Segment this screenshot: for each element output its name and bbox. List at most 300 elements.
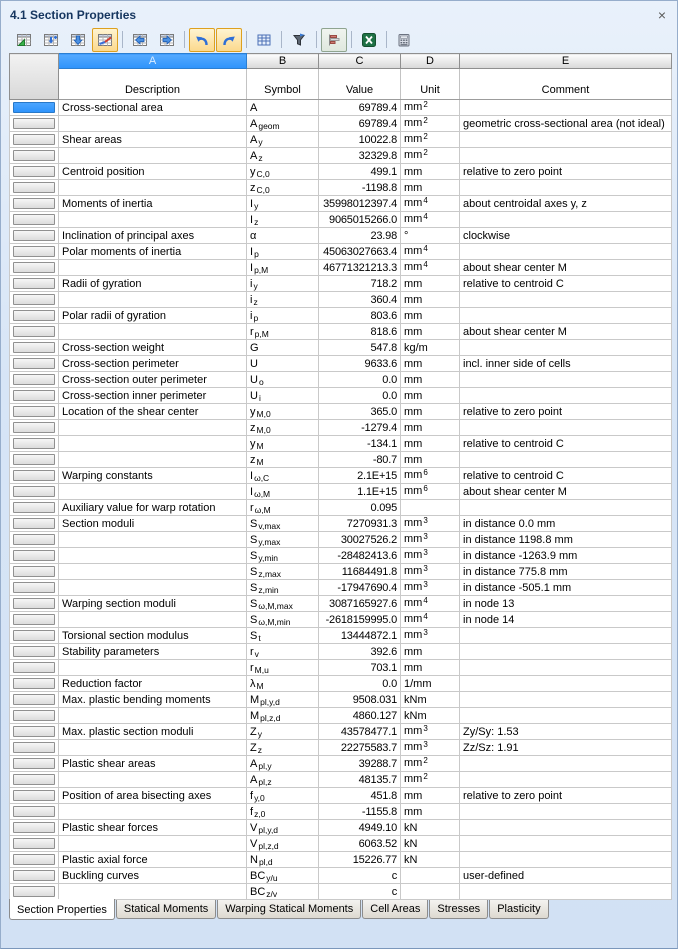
value-cell[interactable]: 7270931.3 [319, 516, 401, 532]
row-selector-button[interactable] [13, 310, 55, 321]
value-cell[interactable]: 15226.77 [319, 852, 401, 868]
row-selector-button[interactable] [13, 326, 55, 337]
column-header-b[interactable]: B [247, 54, 319, 69]
unit-cell[interactable] [401, 532, 460, 548]
row-selector-button[interactable] [13, 230, 55, 241]
comment-cell[interactable] [460, 500, 672, 516]
symbol-cell[interactable] [247, 308, 319, 324]
description-cell[interactable] [59, 436, 247, 452]
column-label-comment[interactable]: Comment [460, 69, 672, 100]
comment-cell[interactable]: in distance 0.0 mm [460, 516, 672, 532]
close-icon[interactable]: × [657, 7, 666, 23]
value-cell[interactable]: 0.0 [319, 372, 401, 388]
row-selector-button[interactable] [13, 550, 55, 561]
symbol-cell[interactable] [247, 852, 319, 868]
value-cell[interactable]: 365.0 [319, 404, 401, 420]
unit-cell[interactable] [401, 564, 460, 580]
row-selector-button[interactable] [13, 358, 55, 369]
comment-cell[interactable]: user-defined [460, 868, 672, 884]
unit-cell[interactable] [401, 644, 460, 660]
comment-cell[interactable] [460, 804, 672, 820]
calculator-button[interactable] [391, 28, 417, 52]
description-cell[interactable]: Plastic shear areas [59, 756, 247, 772]
unit-cell[interactable] [401, 740, 460, 756]
row-selector-button[interactable] [13, 758, 55, 769]
unit-cell[interactable] [401, 804, 460, 820]
row-selector-button[interactable] [13, 342, 55, 353]
symbol-cell[interactable] [247, 628, 319, 644]
value-cell[interactable]: -1279.4 [319, 420, 401, 436]
unit-cell[interactable] [401, 756, 460, 772]
value-cell[interactable]: 48135.7 [319, 772, 401, 788]
symbol-cell[interactable] [247, 324, 319, 340]
description-cell[interactable]: Cross-sectional area [59, 100, 247, 116]
unit-cell[interactable] [401, 612, 460, 628]
comment-cell[interactable] [460, 692, 672, 708]
symbol-cell[interactable] [247, 260, 319, 276]
row-selector-button[interactable] [13, 726, 55, 737]
symbol-cell[interactable] [247, 340, 319, 356]
unit-cell[interactable] [401, 788, 460, 804]
description-cell[interactable] [59, 180, 247, 196]
comment-cell[interactable] [460, 180, 672, 196]
row-selector-button[interactable] [13, 102, 55, 113]
value-cell[interactable]: 9065015266.0 [319, 212, 401, 228]
column-label-value[interactable]: Value [319, 69, 401, 100]
row-selector-button[interactable] [13, 518, 55, 529]
description-cell[interactable] [59, 484, 247, 500]
comment-cell[interactable] [460, 660, 672, 676]
value-cell[interactable]: -17947690.4 [319, 580, 401, 596]
description-cell[interactable] [59, 452, 247, 468]
row-selector-button[interactable] [13, 182, 55, 193]
comment-cell[interactable] [460, 628, 672, 644]
row-selector-button[interactable] [13, 774, 55, 785]
description-cell[interactable] [59, 612, 247, 628]
comment-cell[interactable] [460, 132, 672, 148]
comment-cell[interactable]: geometric cross-sectional area (not ideal) [460, 116, 672, 132]
comment-cell[interactable] [460, 676, 672, 692]
symbol-cell[interactable] [247, 724, 319, 740]
row-selector-button[interactable] [13, 214, 55, 225]
column-header-e[interactable]: E [460, 54, 672, 69]
unit-cell[interactable] [401, 148, 460, 164]
symbol-cell[interactable] [247, 564, 319, 580]
row-selector-button[interactable] [13, 262, 55, 273]
row-selector-button[interactable] [13, 790, 55, 801]
row-selector-button[interactable] [13, 406, 55, 417]
symbol-cell[interactable] [247, 644, 319, 660]
description-cell[interactable]: Inclination of principal axes [59, 228, 247, 244]
comment-cell[interactable] [460, 836, 672, 852]
unit-cell[interactable] [401, 500, 460, 516]
row-selector-button[interactable] [13, 438, 55, 449]
description-cell[interactable] [59, 324, 247, 340]
symbol-cell[interactable] [247, 788, 319, 804]
symbol-cell[interactable] [247, 484, 319, 500]
value-cell[interactable]: 0.0 [319, 388, 401, 404]
row-selector-button[interactable] [13, 198, 55, 209]
description-cell[interactable]: Max. plastic section moduli [59, 724, 247, 740]
symbol-cell[interactable] [247, 468, 319, 484]
row-selector-button[interactable] [13, 630, 55, 641]
value-cell[interactable]: 22275583.7 [319, 740, 401, 756]
row-selector-button[interactable] [13, 566, 55, 577]
row-selector-button[interactable] [13, 694, 55, 705]
symbol-cell[interactable] [247, 212, 319, 228]
value-cell[interactable]: 11684491.8 [319, 564, 401, 580]
value-cell[interactable]: 46771321213.3 [319, 260, 401, 276]
value-cell[interactable]: 547.8 [319, 340, 401, 356]
symbol-cell[interactable] [247, 356, 319, 372]
symbol-cell[interactable] [247, 580, 319, 596]
goto-table-button[interactable] [65, 28, 91, 52]
value-cell[interactable]: 35998012397.4 [319, 196, 401, 212]
comment-cell[interactable]: relative to zero point [460, 788, 672, 804]
row-selector-button[interactable] [13, 742, 55, 753]
symbol-cell[interactable] [247, 676, 319, 692]
comment-cell[interactable]: relative to centroid C [460, 436, 672, 452]
value-cell[interactable]: 0.0 [319, 676, 401, 692]
symbol-cell[interactable] [247, 100, 319, 116]
unit-cell[interactable] [401, 580, 460, 596]
next-table-button[interactable] [154, 28, 180, 52]
value-cell[interactable]: 703.1 [319, 660, 401, 676]
comment-cell[interactable] [460, 340, 672, 356]
column-header-c[interactable]: C [319, 54, 401, 69]
row-selector-button[interactable] [13, 806, 55, 817]
comment-cell[interactable] [460, 820, 672, 836]
unit-cell[interactable] [401, 468, 460, 484]
value-cell[interactable]: -2618159995.0 [319, 612, 401, 628]
value-cell[interactable]: 9508.031 [319, 692, 401, 708]
value-cell[interactable]: 13444872.1 [319, 628, 401, 644]
redo-button[interactable] [216, 28, 242, 52]
symbol-cell[interactable] [247, 292, 319, 308]
row-selector-button[interactable] [13, 822, 55, 833]
unit-cell[interactable] [401, 372, 460, 388]
row-selector-button[interactable] [13, 886, 55, 897]
value-cell[interactable]: 1.1E+15 [319, 484, 401, 500]
row-selector-button[interactable] [13, 870, 55, 881]
symbol-cell[interactable] [247, 196, 319, 212]
value-cell[interactable]: 6063.52 [319, 836, 401, 852]
description-cell[interactable]: Plastic axial force [59, 852, 247, 868]
tab-section-properties[interactable]: Section Properties [9, 899, 115, 920]
description-cell[interactable]: Max. plastic bending moments [59, 692, 247, 708]
description-cell[interactable]: Polar radii of gyration [59, 308, 247, 324]
unit-cell[interactable] [401, 212, 460, 228]
value-cell[interactable]: -80.7 [319, 452, 401, 468]
symbol-cell[interactable] [247, 692, 319, 708]
description-cell[interactable] [59, 532, 247, 548]
comment-cell[interactable]: in distance -505.1 mm [460, 580, 672, 596]
comment-cell[interactable] [460, 100, 672, 116]
comment-cell[interactable]: Zz/Sz: 1.91 [460, 740, 672, 756]
symbol-cell[interactable] [247, 500, 319, 516]
comment-cell[interactable] [460, 708, 672, 724]
value-cell[interactable]: c [319, 868, 401, 884]
column-header-a[interactable]: A [59, 54, 247, 69]
value-cell[interactable]: -134.1 [319, 436, 401, 452]
comment-cell[interactable] [460, 772, 672, 788]
comment-cell[interactable]: in distance -1263.9 mm [460, 548, 672, 564]
unit-cell[interactable] [401, 484, 460, 500]
unit-cell[interactable] [401, 452, 460, 468]
description-cell[interactable]: Stability parameters [59, 644, 247, 660]
description-cell[interactable] [59, 580, 247, 596]
row-selector-button[interactable] [13, 118, 55, 129]
unit-cell[interactable] [401, 324, 460, 340]
undo-button[interactable] [189, 28, 215, 52]
symbol-cell[interactable] [247, 532, 319, 548]
row-selector-button[interactable] [13, 486, 55, 497]
value-cell[interactable]: 39288.7 [319, 756, 401, 772]
row-selector-button[interactable] [13, 278, 55, 289]
description-cell[interactable] [59, 260, 247, 276]
description-cell[interactable]: Position of area bisecting axes [59, 788, 247, 804]
comment-cell[interactable]: about shear center M [460, 324, 672, 340]
comment-cell[interactable]: relative to centroid C [460, 276, 672, 292]
value-cell[interactable]: 360.4 [319, 292, 401, 308]
comment-cell[interactable] [460, 372, 672, 388]
unit-cell[interactable] [401, 692, 460, 708]
unit-cell[interactable] [401, 308, 460, 324]
description-cell[interactable]: Polar moments of inertia [59, 244, 247, 260]
tab-stresses[interactable]: Stresses [429, 900, 488, 919]
value-cell[interactable]: 43578477.1 [319, 724, 401, 740]
unit-cell[interactable] [401, 516, 460, 532]
value-cell[interactable]: 392.6 [319, 644, 401, 660]
row-selector-button[interactable] [13, 582, 55, 593]
unit-cell[interactable] [401, 260, 460, 276]
unit-cell[interactable] [401, 548, 460, 564]
unit-cell[interactable] [401, 660, 460, 676]
tab-statical-moments[interactable]: Statical Moments [116, 900, 216, 919]
symbol-cell[interactable] [247, 164, 319, 180]
comment-cell[interactable] [460, 244, 672, 260]
symbol-cell[interactable] [247, 804, 319, 820]
column-label-symbol[interactable]: Symbol [247, 69, 319, 100]
description-cell[interactable] [59, 804, 247, 820]
description-cell[interactable] [59, 564, 247, 580]
symbol-cell[interactable] [247, 836, 319, 852]
row-selector-button[interactable] [13, 422, 55, 433]
description-cell[interactable]: Cross-section outer perimeter [59, 372, 247, 388]
comment-cell[interactable] [460, 756, 672, 772]
value-cell[interactable]: 818.6 [319, 324, 401, 340]
unit-cell[interactable] [401, 820, 460, 836]
row-selector-button[interactable] [13, 598, 55, 609]
unit-cell[interactable] [401, 100, 460, 116]
comment-cell[interactable]: about shear center M [460, 260, 672, 276]
unit-cell[interactable] [401, 708, 460, 724]
description-cell[interactable]: Cross-section inner perimeter [59, 388, 247, 404]
insert-row-button[interactable] [38, 28, 64, 52]
description-cell[interactable] [59, 884, 247, 900]
description-cell[interactable] [59, 660, 247, 676]
description-cell[interactable]: Warping section moduli [59, 596, 247, 612]
symbol-cell[interactable] [247, 148, 319, 164]
value-cell[interactable]: -1155.8 [319, 804, 401, 820]
row-selector-button[interactable] [13, 134, 55, 145]
unit-cell[interactable] [401, 852, 460, 868]
unit-cell[interactable] [401, 196, 460, 212]
description-cell[interactable] [59, 836, 247, 852]
symbol-cell[interactable] [247, 404, 319, 420]
unit-cell[interactable] [401, 724, 460, 740]
unit-cell[interactable] [401, 596, 460, 612]
symbol-cell[interactable] [247, 388, 319, 404]
description-cell[interactable]: Section moduli [59, 516, 247, 532]
value-cell[interactable]: 451.8 [319, 788, 401, 804]
description-cell[interactable] [59, 212, 247, 228]
row-selector-button[interactable] [13, 662, 55, 673]
diagram-panel-button[interactable] [321, 28, 347, 52]
unit-cell[interactable] [401, 340, 460, 356]
symbol-cell[interactable] [247, 180, 319, 196]
unit-cell[interactable] [401, 228, 460, 244]
column-label-description[interactable]: Description [59, 69, 247, 100]
description-cell[interactable]: Moments of inertia [59, 196, 247, 212]
value-cell[interactable]: 32329.8 [319, 148, 401, 164]
row-selector-button[interactable] [13, 470, 55, 481]
value-cell[interactable]: 499.1 [319, 164, 401, 180]
description-cell[interactable]: Cross-section perimeter [59, 356, 247, 372]
symbol-cell[interactable] [247, 132, 319, 148]
comment-cell[interactable] [460, 308, 672, 324]
filter-button[interactable] [286, 28, 312, 52]
unit-cell[interactable] [401, 132, 460, 148]
comment-cell[interactable]: in distance 775.8 mm [460, 564, 672, 580]
column-label-unit[interactable]: Unit [401, 69, 460, 100]
description-cell[interactable]: Centroid position [59, 164, 247, 180]
row-selector-button[interactable] [13, 646, 55, 657]
description-cell[interactable] [59, 548, 247, 564]
description-cell[interactable]: Cross-section weight [59, 340, 247, 356]
row-selector-button[interactable] [13, 390, 55, 401]
description-cell[interactable] [59, 708, 247, 724]
value-cell[interactable]: -1198.8 [319, 180, 401, 196]
row-selector-button[interactable] [13, 246, 55, 257]
value-cell[interactable]: 45063027663.4 [319, 244, 401, 260]
row-selector-button[interactable] [13, 454, 55, 465]
symbol-cell[interactable] [247, 244, 319, 260]
unit-cell[interactable] [401, 420, 460, 436]
unit-cell[interactable] [401, 292, 460, 308]
tab-cell-areas[interactable]: Cell Areas [362, 900, 428, 919]
description-cell[interactable] [59, 772, 247, 788]
comment-cell[interactable] [460, 884, 672, 900]
comment-cell[interactable]: clockwise [460, 228, 672, 244]
unit-cell[interactable] [401, 404, 460, 420]
symbol-cell[interactable] [247, 372, 319, 388]
description-cell[interactable]: Auxiliary value for warp rotation [59, 500, 247, 516]
unit-cell[interactable] [401, 676, 460, 692]
table-settings-button[interactable] [251, 28, 277, 52]
symbol-cell[interactable] [247, 516, 319, 532]
row-selector-button[interactable] [13, 854, 55, 865]
graphic-button[interactable] [11, 28, 37, 52]
symbol-cell[interactable] [247, 116, 319, 132]
comment-cell[interactable] [460, 292, 672, 308]
description-cell[interactable]: Buckling curves [59, 868, 247, 884]
row-selector-button[interactable] [13, 502, 55, 513]
comment-cell[interactable] [460, 148, 672, 164]
unit-cell[interactable] [401, 836, 460, 852]
comment-cell[interactable] [460, 212, 672, 228]
comment-cell[interactable]: incl. inner side of cells [460, 356, 672, 372]
description-cell[interactable]: Reduction factor [59, 676, 247, 692]
description-cell[interactable]: Plastic shear forces [59, 820, 247, 836]
tab-warping-statical-moments[interactable]: Warping Statical Moments [217, 900, 361, 919]
description-cell[interactable]: Location of the shear center [59, 404, 247, 420]
value-cell[interactable]: 2.1E+15 [319, 468, 401, 484]
value-cell[interactable]: 4949.10 [319, 820, 401, 836]
unit-cell[interactable] [401, 868, 460, 884]
comment-cell[interactable]: about centroidal axes y, z [460, 196, 672, 212]
comment-cell[interactable] [460, 644, 672, 660]
description-cell[interactable]: Warping constants [59, 468, 247, 484]
unit-cell[interactable] [401, 276, 460, 292]
symbol-cell[interactable] [247, 756, 319, 772]
column-header-d[interactable]: D [401, 54, 460, 69]
value-cell[interactable]: 69789.4 [319, 100, 401, 116]
description-cell[interactable] [59, 740, 247, 756]
row-selector-button[interactable] [13, 534, 55, 545]
row-selector-button[interactable] [13, 710, 55, 721]
comment-cell[interactable]: Zy/Sy: 1.53 [460, 724, 672, 740]
description-cell[interactable]: Shear areas [59, 132, 247, 148]
description-cell[interactable] [59, 292, 247, 308]
value-cell[interactable]: 23.98 [319, 228, 401, 244]
value-cell[interactable]: 3087165927.6 [319, 596, 401, 612]
value-cell[interactable]: 10022.8 [319, 132, 401, 148]
comment-cell[interactable]: in node 13 [460, 596, 672, 612]
comment-cell[interactable]: relative to centroid C [460, 468, 672, 484]
unit-cell[interactable] [401, 884, 460, 900]
value-cell[interactable]: 0.095 [319, 500, 401, 516]
comment-cell[interactable]: relative to zero point [460, 404, 672, 420]
row-selector-button[interactable] [13, 374, 55, 385]
description-cell[interactable] [59, 148, 247, 164]
tab-plasticity[interactable]: Plasticity [489, 900, 548, 919]
description-cell[interactable]: Torsional section modulus [59, 628, 247, 644]
value-cell[interactable]: 69789.4 [319, 116, 401, 132]
unit-cell[interactable] [401, 180, 460, 196]
symbol-cell[interactable] [247, 276, 319, 292]
row-selector-button[interactable] [13, 678, 55, 689]
row-selector-button[interactable] [13, 294, 55, 305]
unit-cell[interactable] [401, 164, 460, 180]
value-cell[interactable]: -28482413.6 [319, 548, 401, 564]
value-cell[interactable]: 803.6 [319, 308, 401, 324]
symbol-cell[interactable] [247, 420, 319, 436]
corner-cell[interactable] [10, 54, 59, 100]
symbol-cell[interactable] [247, 452, 319, 468]
unit-cell[interactable] [401, 356, 460, 372]
row-selector-button[interactable] [13, 838, 55, 849]
symbol-cell[interactable] [247, 820, 319, 836]
previous-table-button[interactable] [127, 28, 153, 52]
description-cell[interactable]: Radii of gyration [59, 276, 247, 292]
value-cell[interactable]: 9633.6 [319, 356, 401, 372]
comment-cell[interactable] [460, 452, 672, 468]
unit-cell[interactable] [401, 244, 460, 260]
unit-cell[interactable] [401, 628, 460, 644]
symbol-cell[interactable] [247, 772, 319, 788]
symbol-cell[interactable] [247, 548, 319, 564]
